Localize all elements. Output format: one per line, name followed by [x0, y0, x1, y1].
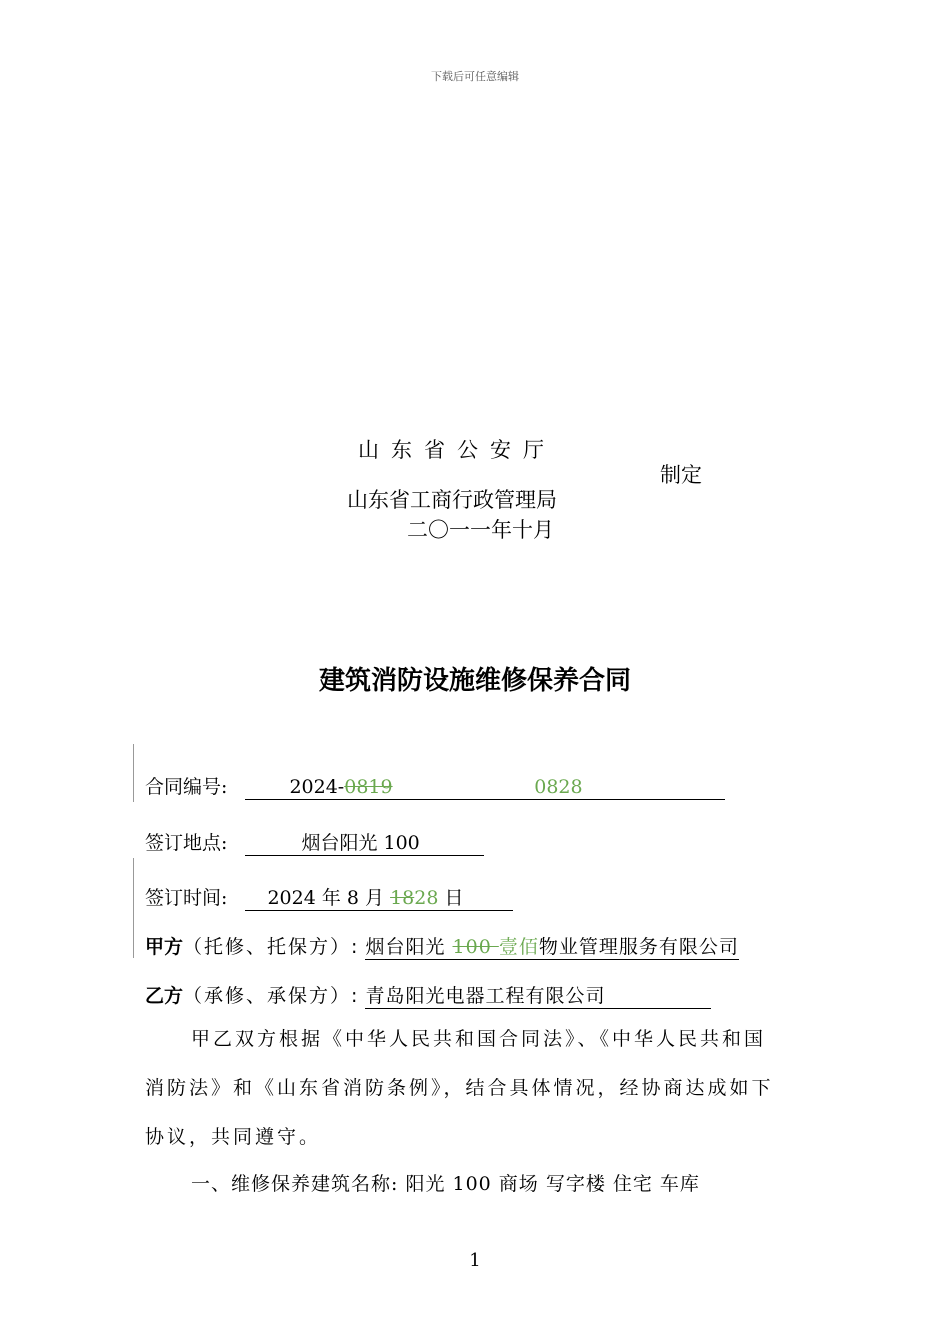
issuer-public-security: 山东省公安厅: [358, 438, 556, 462]
sign-time-label: 签订时间:: [145, 887, 228, 909]
made-by-label: 制定: [660, 463, 702, 487]
party-a-role: （托修、托保方）:: [183, 936, 360, 958]
deleted-text: 0819: [344, 776, 393, 798]
inserted-text: 0828: [534, 776, 583, 798]
document-title: 建筑消防设施维修保养合同: [318, 666, 631, 696]
contract-number-value[interactable]: 2024-0819 0828: [245, 777, 725, 800]
party-b-label: 乙方: [145, 985, 184, 1007]
inserted-text: 28: [414, 887, 439, 909]
contract-number-row: [145, 772, 725, 800]
deleted-text: 18: [390, 887, 415, 909]
party-b-row: [145, 981, 711, 1009]
revision-bar: [133, 744, 134, 802]
intro-paragraph: 甲乙双方根据《中华人民共和国合同法》、《中华人民共和国 消防法》和《山东省消防条例》，结合具体情况，经协商达成如下 协议，共同遵守。: [145, 1028, 774, 1148]
sign-place-label: 签订地点:: [145, 832, 228, 854]
sign-place-value[interactable]: 烟台阳光 100: [245, 833, 484, 856]
sign-place-row: [145, 828, 484, 856]
clause-1: 一、维修保养建筑名称: 阳光 100 商场 写字楼 住宅 车库: [191, 1173, 700, 1195]
party-a-label: 甲方: [145, 936, 184, 958]
header-note: 下载后可任意编辑: [431, 70, 519, 83]
sign-time-value[interactable]: 2024 年 8 月 1828 日: [245, 888, 513, 911]
sign-time-row: [145, 883, 513, 911]
party-a-row: [145, 932, 739, 960]
party-a-value[interactable]: 烟台阳光 100 壹佰物业管理服务有限公司: [365, 936, 739, 958]
inserted-text: 壹佰: [498, 936, 539, 958]
party-b-role: （承修、承保方）:: [183, 985, 360, 1007]
page-number: 1: [469, 1250, 481, 1271]
issue-date: 二〇一一年十月: [407, 518, 554, 542]
issuer-industry-commerce: 山东省工商行政管理局: [347, 488, 557, 512]
revision-bar: [133, 858, 134, 958]
deleted-text: 100: [452, 936, 499, 958]
party-b-value[interactable]: 青岛阳光电器工程有限公司: [365, 986, 711, 1009]
contract-number-label: 合同编号:: [145, 776, 228, 798]
